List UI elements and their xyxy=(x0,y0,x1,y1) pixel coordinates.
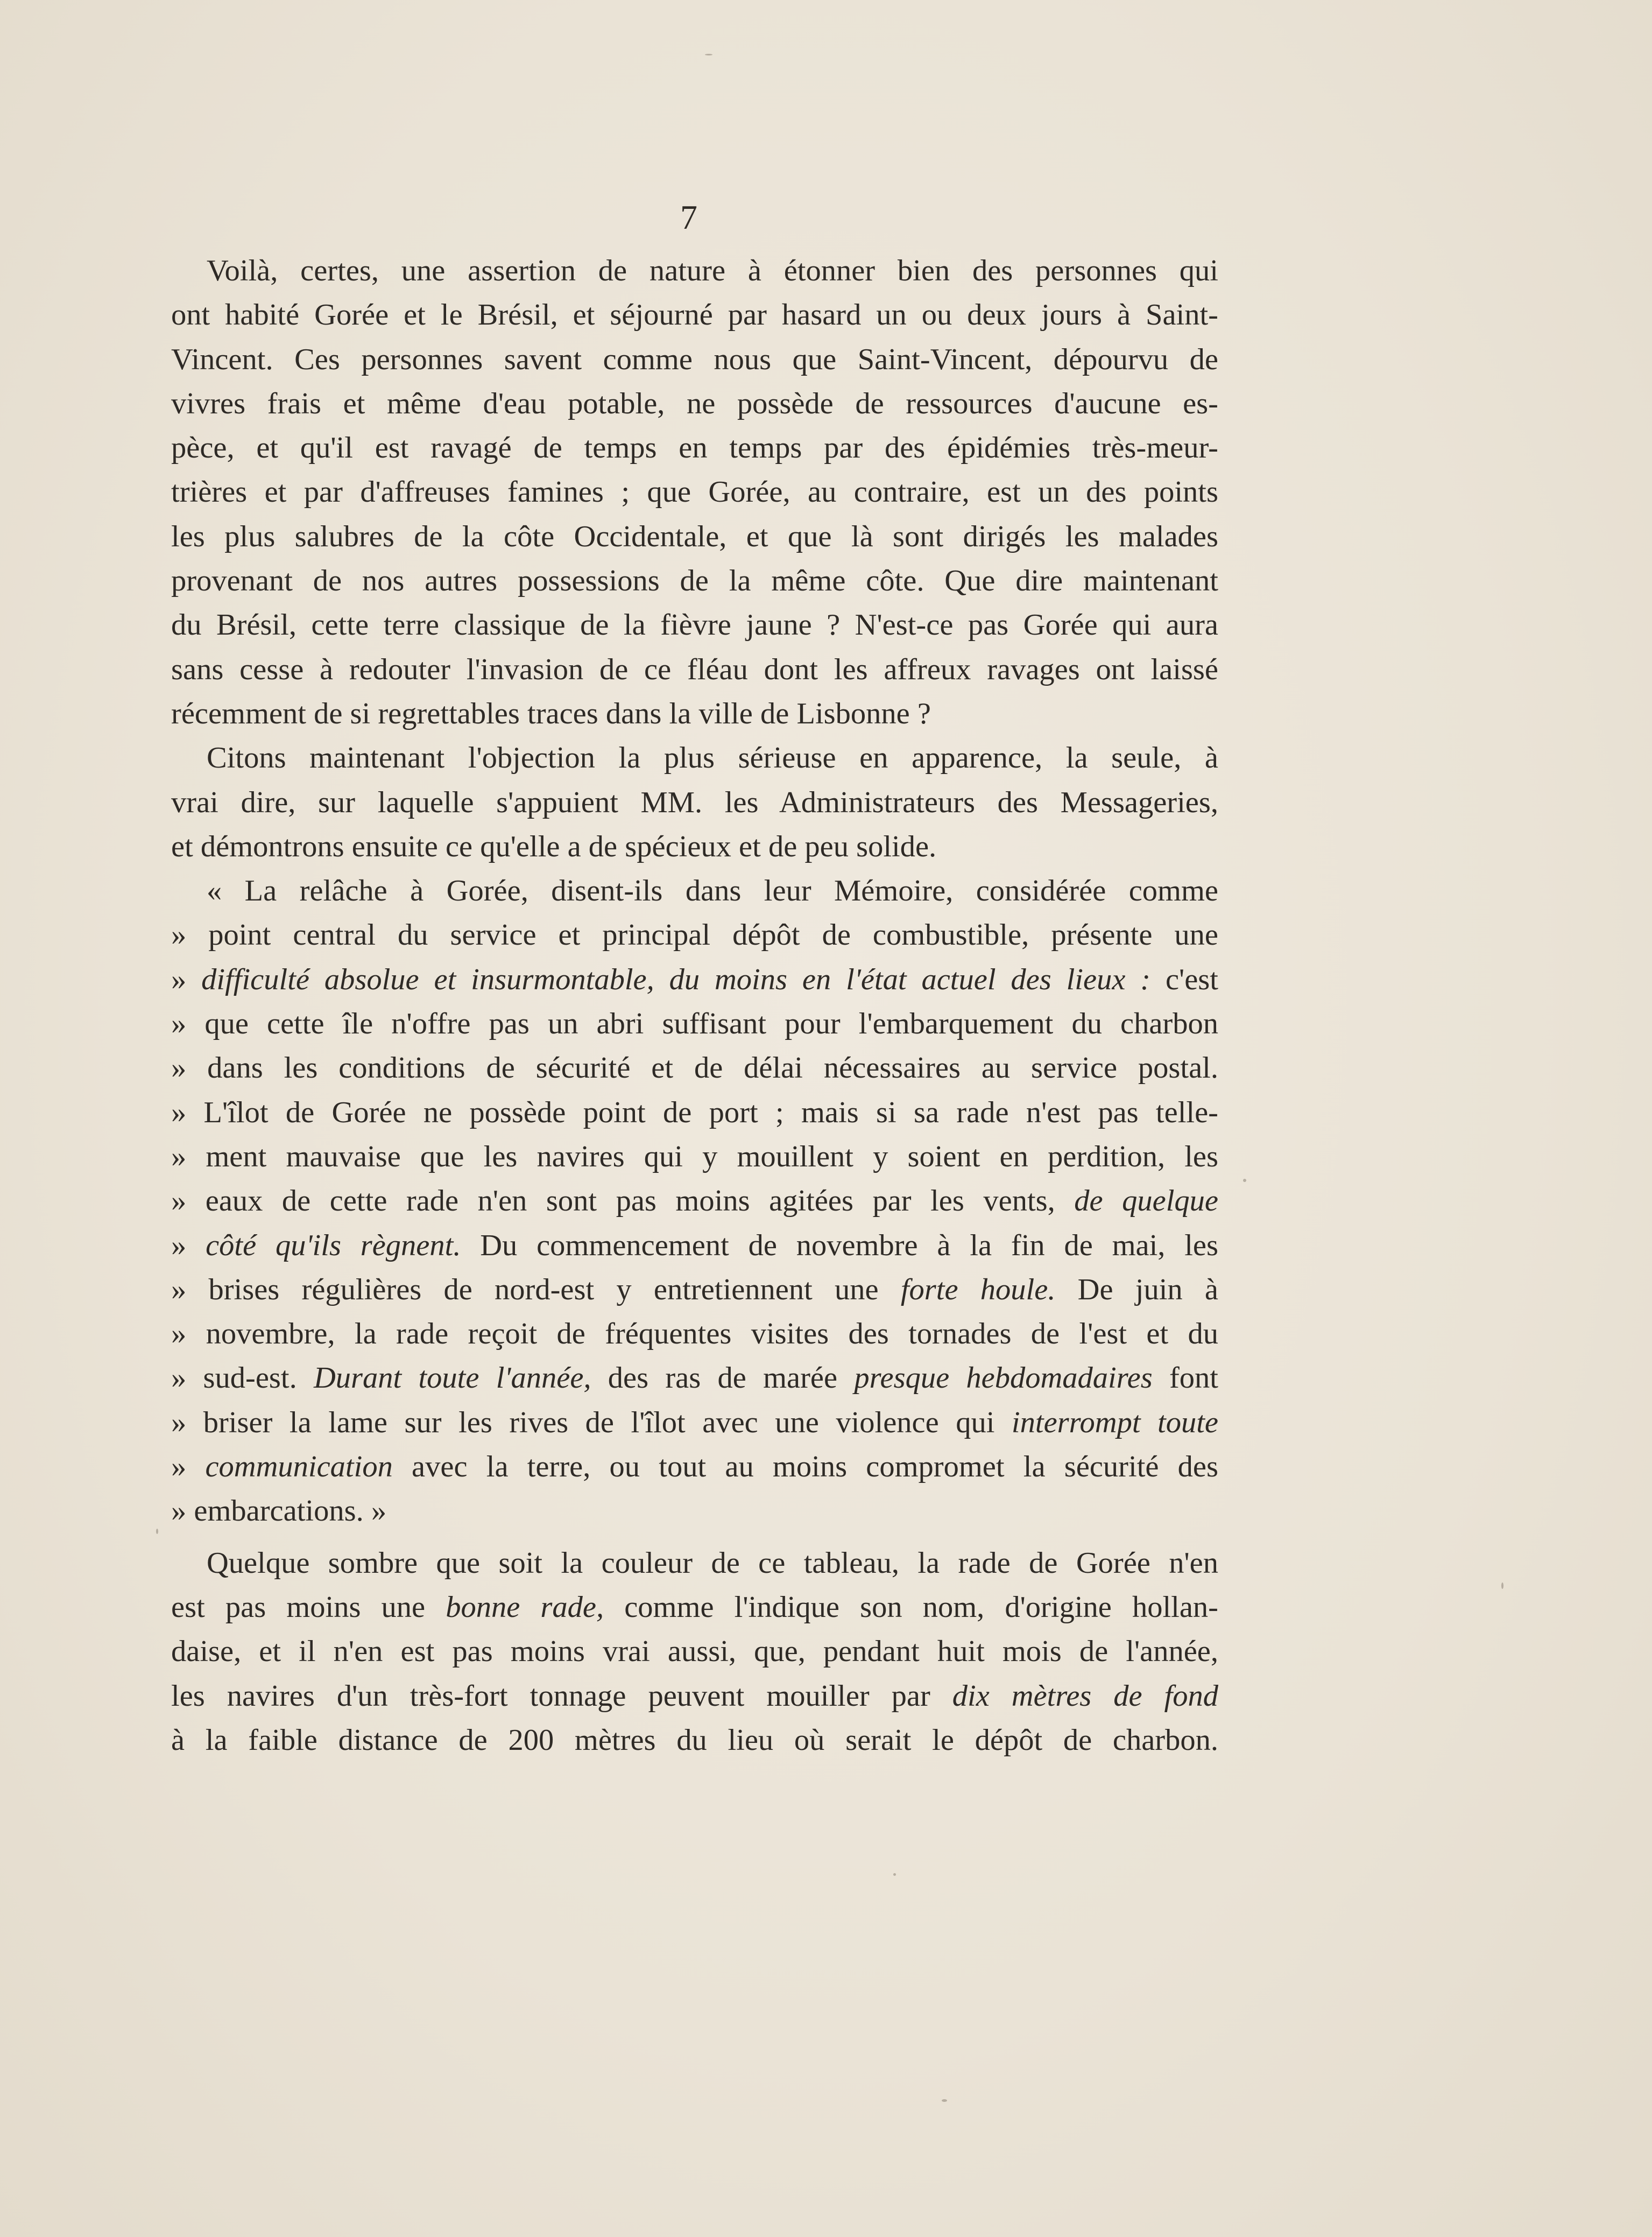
quote-line: » ment mauvaise que les navires qui y mouillent y soient en perdition, les xyxy=(171,1139,1218,1173)
text-line: vrai dire, sur laquelle s'appuient MM. les Administrateurs des Messageries, xyxy=(171,785,1218,819)
quote-text: des ras de marée xyxy=(591,1361,855,1395)
italic-text: de quelque xyxy=(1074,1184,1218,1218)
text-line: Vincent. Ces personnes savent comme nous que Saint-Vincent, dépourvu de xyxy=(171,342,1218,376)
text-line: vivres frais et même d'eau potable, ne possède de ressources d'aucune es- xyxy=(171,386,1218,420)
quote-text: c'est xyxy=(1150,962,1218,996)
text-line: récemment de si regrettables traces dans la ville de Lisbonne ? xyxy=(171,697,931,730)
text-line: ont habité Gorée et le Brésil, et séjourné par hasard un ou deux jours à Saint- xyxy=(171,298,1218,332)
text-line: à la faible distance de 200 mètres du lieu où serait le dépôt de charbon. xyxy=(171,1723,1218,1757)
body-text-run: comme l'indique son nom, d'origine hollan- xyxy=(604,1590,1218,1624)
text-line xyxy=(171,1674,1218,1718)
quote-line: » L'îlot de Gorée ne possède point de port ; mais si sa rade n'est pas telle- xyxy=(171,1095,1218,1129)
text-line: Quelque sombre que soit la couleur de ce tableau, la rade de Gorée n'en xyxy=(207,1546,1218,1580)
text-line: les plus salubres de la côte Occidentale, et que là sont dirigés les malades xyxy=(171,519,1218,553)
quote-line xyxy=(171,1223,1218,1268)
quote-line xyxy=(171,1445,1218,1489)
italic-text: difficulté absolue et insurmontable, du moins en l'état actuel des lieux : xyxy=(201,962,1151,996)
quote-text: font xyxy=(1152,1361,1218,1395)
quote-line: » que cette île n'offre pas un abri suffisant pour l'embarquement du charbon xyxy=(171,1007,1218,1041)
quote-text: » xyxy=(171,962,202,996)
text-line: Citons maintenant l'objection la plus sérieuse en apparence, la seule, à xyxy=(207,741,1218,775)
paragraph-2 xyxy=(171,736,1218,869)
quote-text: » sud-est. xyxy=(171,1361,314,1395)
quote-line xyxy=(171,1356,1218,1400)
italic-text: bonne rade, xyxy=(446,1590,604,1624)
paper-speck xyxy=(156,1529,158,1534)
quotation-paragraph xyxy=(171,869,1218,1533)
text-line: sans cesse à redouter l'invasion de ce fléau dont les affreux ravages ont laissé xyxy=(171,652,1218,686)
quote-line xyxy=(171,1401,1218,1445)
quote-text: » xyxy=(171,1228,206,1262)
italic-text: Durant toute l'année, xyxy=(313,1361,591,1395)
quote-line xyxy=(171,1179,1218,1223)
text-line: daise, et il n'en est pas moins vrai aussi, que, pendant huit mois de l'année, xyxy=(171,1635,1218,1669)
paragraph-4 xyxy=(171,1541,1218,1762)
paragraph-gap xyxy=(171,1533,1218,1541)
paper-speck xyxy=(893,1873,896,1876)
quote-line xyxy=(171,958,1218,1002)
quote-text: Du commencement de novembre à la fin de mai, les xyxy=(461,1228,1218,1262)
quote-text: » brises régulières de nord-est y entretiennent une xyxy=(171,1272,901,1306)
page-number: 7 xyxy=(680,198,697,236)
italic-text: forte houle. xyxy=(900,1272,1056,1306)
text-line: pèce, et qu'il est ravagé de temps en temps par des épidémies très-meur- xyxy=(171,431,1218,465)
italic-text: dix mètres de fond xyxy=(952,1679,1218,1713)
text-line: provenant de nos autres possessions de la même côte. Que dire maintenant xyxy=(171,564,1218,598)
paper-speck xyxy=(1501,1582,1503,1589)
paper-speck xyxy=(1243,1179,1246,1182)
quote-line: » embarcations. » xyxy=(171,1494,387,1528)
body-text xyxy=(171,249,1218,1762)
text-line xyxy=(171,1585,1218,1629)
quote-line: » novembre, la rade reçoit de fréquentes visites des tornades de l'est et du xyxy=(171,1317,1218,1351)
text-line: trières et par d'affreuses famines ; que Gorée, au contraire, est un des points xyxy=(171,475,1218,509)
text-line: du Brésil, cette terre classique de la fièvre jaune ? N'est-ce pas Gorée qui aura xyxy=(171,608,1218,642)
paper-speck xyxy=(705,54,712,55)
text-line: Voilà, certes, une assertion de nature à étonner bien des personnes qui xyxy=(207,254,1218,287)
quote-line: « La relâche à Gorée, disent-ils dans leur Mémoire, considérée comme xyxy=(207,874,1218,908)
quote-line xyxy=(171,1268,1218,1312)
quote-text: » xyxy=(171,1450,206,1484)
italic-text: presque hebdomadaires xyxy=(854,1361,1153,1395)
quote-line: » point central du service et principal dépôt de combustible, présente une xyxy=(171,918,1218,952)
quote-line: » dans les conditions de sécurité et de délai nécessaires au service postal. xyxy=(171,1051,1218,1085)
paragraph-1 xyxy=(171,249,1218,736)
quote-text: De juin à xyxy=(1055,1272,1218,1306)
quote-text: » briser la lame sur les rives de l'îlot avec une violence qui xyxy=(171,1405,1012,1439)
italic-text: côté qu'ils règnent. xyxy=(206,1228,461,1262)
quote-text: » eaux de cette rade n'en sont pas moins agitées par les vents, xyxy=(171,1184,1075,1218)
body-text-run: les navires d'un très-fort tonnage peuvent mouiller par xyxy=(171,1679,952,1713)
paper-speck xyxy=(942,2099,947,2102)
italic-text: communication xyxy=(205,1450,393,1484)
italic-text: interrompt toute xyxy=(1011,1405,1219,1439)
quote-text: avec la terre, ou tout au moins compromet la sécurité des xyxy=(392,1450,1218,1484)
text-line: et démontrons ensuite ce qu'elle a de spécieux et de peu solide. xyxy=(171,829,937,863)
body-text-run: est pas moins une xyxy=(171,1590,446,1624)
